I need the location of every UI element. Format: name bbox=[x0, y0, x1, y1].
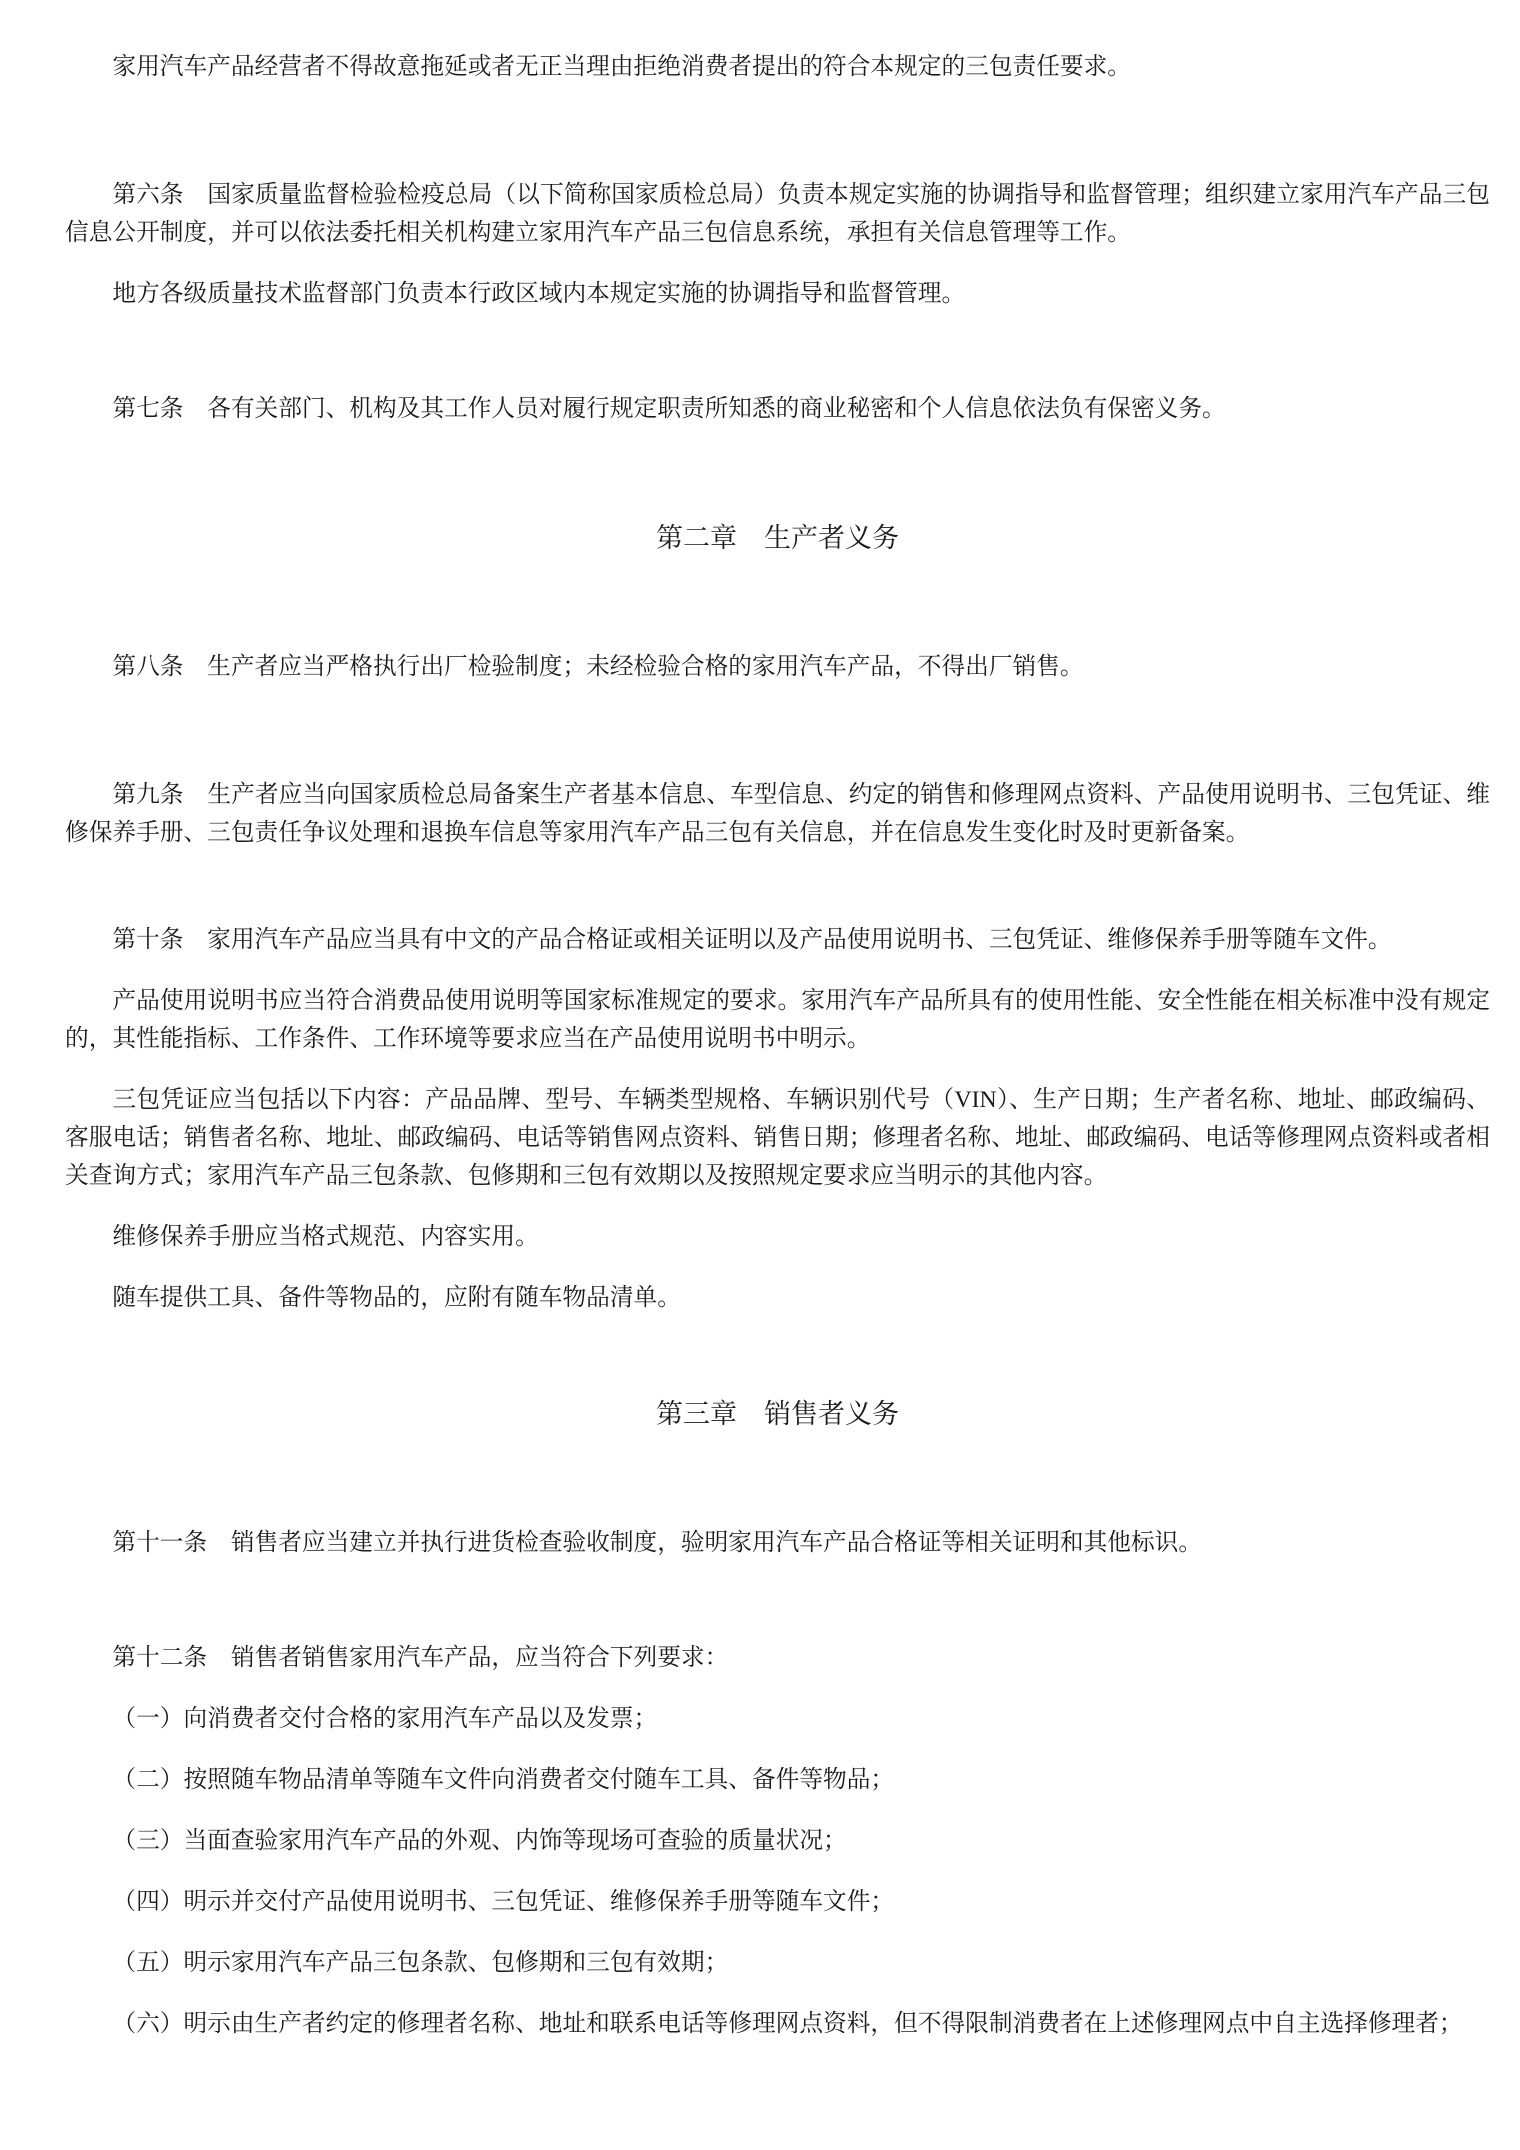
para-article-6-local-bureaus: 地方各级质量技术监督部门负责本行政区域内本规定实施的协调指导和监督管理。 bbox=[112, 281, 966, 307]
para-article-10: 第十条 家用汽车产品应当具有中文的产品合格证或相关证明以及产品使用说明书、三包凭证、维修保养手册等随车文件。 bbox=[112, 927, 1392, 953]
list-item-4: （四）明示并交付产品使用说明书、三包凭证、维修保养手册等随车文件； bbox=[112, 1889, 895, 1915]
para-article-9: 第九条 生产者应当向国家质检总局备案生产者基本信息、车型信息、约定的销售和修理网点资料、产品使用说明书、三包凭证、维修保养手册、三包责任争议处理和退换车信息等家用汽车产品三包有关信息，并在信息发生变化时及时更新备案。 bbox=[65, 782, 1490, 846]
para-vehicle-items-list: 随车提供工具、备件等物品的，应附有随车物品清单。 bbox=[112, 1285, 681, 1311]
para-article-11: 第十一条 销售者应当建立并执行进货检查验收制度，验明家用汽车产品合格证等相关证明和其他标识。 bbox=[112, 1530, 1203, 1556]
para-article-7: 第七条 各有关部门、机构及其工作人员对履行规定职责所知悉的商业秘密和个人信息依法负有保密义务。 bbox=[112, 396, 1226, 422]
para-warranty-certificate: 三包凭证应当包括以下内容：产品品牌、型号、车辆类型规格、车辆识别代号（VIN）、生产日期；生产者名称、地址、邮政编码、客服电话；销售者名称、地址、邮政编码、电话等销售网点资料、销售日期；修理者名称、地址、邮政编码、电话等修理网点资料或者相关查询方式；家用汽车产品三包条款、包修期和三包有效期以及按照规定要求应当明示的其他内容。 bbox=[65, 1087, 1490, 1189]
para-article-6: 第六条 国家质量监督检验检疫总局（以下简称国家质检总局）负责本规定实施的协调指导和监督管理；组织建立家用汽车产品三包信息公开制度，并可以依法委托相关机构建立家用汽车产品三包信息系统，承担有关信息管理等工作。 bbox=[65, 182, 1490, 246]
list-item-1: （一）向消费者交付合格的家用汽车产品以及发票； bbox=[112, 1706, 658, 1732]
para-maintenance-manual: 维修保养手册应当格式规范、内容实用。 bbox=[112, 1224, 539, 1250]
chapter-3-heading: 第三章 销售者义务 bbox=[656, 1399, 899, 1429]
list-item-5: （五）明示家用汽车产品三包条款、包修期和三包有效期； bbox=[112, 1950, 729, 1976]
para-intro-obligation: 家用汽车产品经营者不得故意拖延或者无正当理由拒绝消费者提出的符合本规定的三包责任要求。 bbox=[112, 54, 1131, 80]
chapter-2-heading: 第二章 生产者义务 bbox=[656, 523, 899, 553]
para-article-12: 第十二条 销售者销售家用汽车产品，应当符合下列要求： bbox=[112, 1645, 729, 1671]
para-product-manual: 产品使用说明书应当符合消费品使用说明等国家标准规定的要求。家用汽车产品所具有的使用性能、安全性能在相关标准中没有规定的，其性能指标、工作条件、工作环境等要求应当在产品使用说明书中明示。 bbox=[65, 988, 1490, 1052]
para-article-8: 第八条 生产者应当严格执行出厂检验制度；未经检验合格的家用汽车产品，不得出厂销售。 bbox=[112, 654, 1084, 680]
list-item-3: （三）当面查验家用汽车产品的外观、内饰等现场可查验的质量状况； bbox=[112, 1828, 847, 1854]
list-item-6: （六）明示由生产者约定的修理者名称、地址和联系电话等修理网点资料，但不得限制消费者在上述修理网点中自主选择修理者； bbox=[112, 2011, 1463, 2037]
list-item-2: （二）按照随车物品清单等随车文件向消费者交付随车工具、备件等物品； bbox=[112, 1767, 895, 1793]
